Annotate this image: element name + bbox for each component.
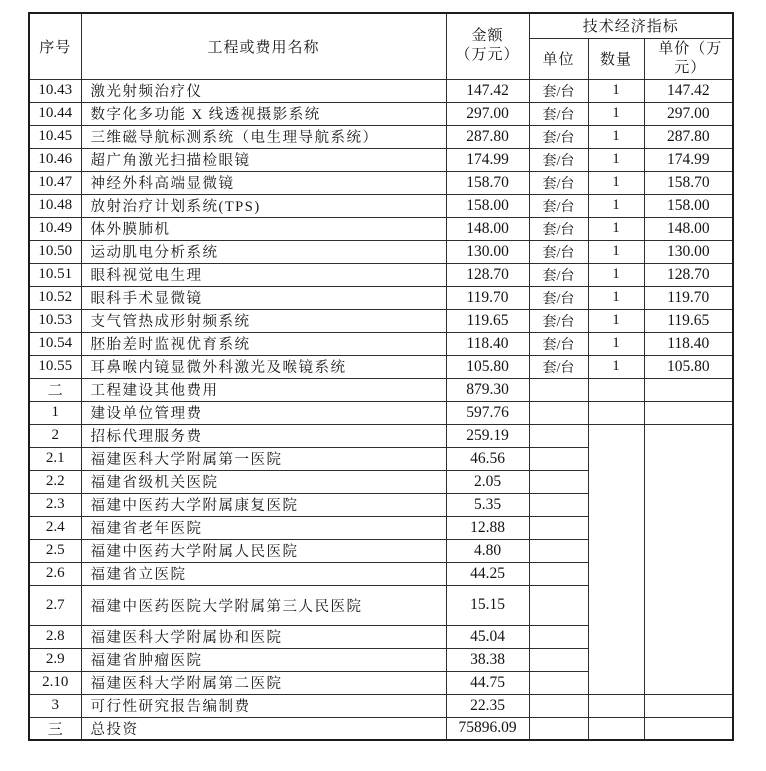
cell-amount: 147.42: [446, 79, 529, 102]
cell-serial-number: 10.52: [29, 286, 81, 309]
header-unit-price-line1: 单价（万: [658, 40, 723, 57]
cell-serial-number: 2.10: [29, 671, 81, 694]
cell-quantity-merged: [588, 424, 644, 694]
cell-serial-number: 二: [29, 378, 81, 401]
cell-unit: [529, 625, 588, 648]
cell-project-name: 福建省立医院: [81, 562, 446, 585]
cell-serial-number: 2.8: [29, 625, 81, 648]
cell-amount: 119.70: [446, 286, 529, 309]
cell-quantity: [588, 694, 644, 717]
cell-quantity: 1: [588, 286, 644, 309]
cell-project-name: 福建医科大学附属第二医院: [81, 671, 446, 694]
cell-unit: 套/台: [529, 309, 588, 332]
cell-project-name: 耳鼻喉内镜显微外科激光及喉镜系统: [81, 355, 446, 378]
cell-serial-number: 2.6: [29, 562, 81, 585]
cell-unit-price-merged: [644, 424, 733, 694]
cell-unit: [529, 493, 588, 516]
cell-unit: [529, 671, 588, 694]
cell-amount: 38.38: [446, 648, 529, 671]
cell-amount: 12.88: [446, 516, 529, 539]
cell-project-name: 体外膜肺机: [81, 217, 446, 240]
cell-unit: [529, 401, 588, 424]
cell-quantity: 1: [588, 171, 644, 194]
cell-project-name: 支气管热成形射频系统: [81, 309, 446, 332]
cell-quantity: [588, 717, 644, 740]
header-project-or-cost-name: 工程或费用名称: [81, 13, 446, 79]
cell-unit: 套/台: [529, 286, 588, 309]
cell-amount: 119.65: [446, 309, 529, 332]
cell-project-name: 福建中医药医院大学附属第三人民医院: [81, 585, 446, 625]
cell-unit: [529, 648, 588, 671]
cell-unit-price: 118.40: [644, 332, 733, 355]
cell-quantity: 1: [588, 102, 644, 125]
cell-amount: 44.75: [446, 671, 529, 694]
cell-unit: 套/台: [529, 148, 588, 171]
cell-amount: 118.40: [446, 332, 529, 355]
header-amount: [446, 13, 529, 79]
cell-unit: 套/台: [529, 194, 588, 217]
cell-quantity: 1: [588, 240, 644, 263]
cell-project-name: 福建医科大学附属第一医院: [81, 447, 446, 470]
cell-unit-price: 158.70: [644, 171, 733, 194]
table-row: [29, 79, 733, 102]
cell-unit: 套/台: [529, 263, 588, 286]
cell-serial-number: 2.7: [29, 585, 81, 625]
cell-amount: 259.19: [446, 424, 529, 447]
cell-unit: [529, 447, 588, 470]
header-quantity: 数量: [588, 38, 644, 79]
cell-serial-number: 10.43: [29, 79, 81, 102]
cell-unit-price: 158.00: [644, 194, 733, 217]
header-unit-price: [644, 38, 733, 79]
cell-project-name: 福建省老年医院: [81, 516, 446, 539]
cell-amount: 46.56: [446, 447, 529, 470]
cell-unit-price: 287.80: [644, 125, 733, 148]
cell-unit: [529, 539, 588, 562]
cell-unit: 套/台: [529, 125, 588, 148]
table-row: [29, 694, 733, 717]
cell-serial-number: 2.9: [29, 648, 81, 671]
table-row: [29, 217, 733, 240]
table-row: [29, 286, 733, 309]
cell-serial-number: 2.4: [29, 516, 81, 539]
cell-amount: 148.00: [446, 217, 529, 240]
cell-project-name: 运动肌电分析系统: [81, 240, 446, 263]
cell-serial-number: 10.55: [29, 355, 81, 378]
cell-serial-number: 2.1: [29, 447, 81, 470]
cell-project-name: 福建省肿瘤医院: [81, 648, 446, 671]
cell-amount: 174.99: [446, 148, 529, 171]
cell-quantity: 1: [588, 217, 644, 240]
table-row: [29, 194, 733, 217]
header-amount-line2: （万元）: [455, 47, 520, 64]
cell-amount: 45.04: [446, 625, 529, 648]
cell-serial-number: 10.44: [29, 102, 81, 125]
cell-amount: 75896.09: [446, 717, 529, 740]
cell-unit: 套/台: [529, 171, 588, 194]
cell-unit: 套/台: [529, 79, 588, 102]
cell-amount: 128.70: [446, 263, 529, 286]
cell-quantity: 1: [588, 309, 644, 332]
cell-quantity: 1: [588, 332, 644, 355]
table-row: [29, 401, 733, 424]
cell-quantity: 1: [588, 263, 644, 286]
cell-amount: 297.00: [446, 102, 529, 125]
cell-serial-number: 三: [29, 717, 81, 740]
cell-unit: [529, 424, 588, 447]
header-unit-price-line2: 元）: [674, 59, 707, 76]
cell-serial-number: 1: [29, 401, 81, 424]
cell-unit-price: [644, 378, 733, 401]
cell-unit-price: 148.00: [644, 217, 733, 240]
cell-unit: [529, 694, 588, 717]
cell-unit-price: 105.80: [644, 355, 733, 378]
cell-project-name: 放射治疗计划系统(TPS): [81, 194, 446, 217]
cell-project-name: 总投资: [81, 717, 446, 740]
cell-serial-number: 10.54: [29, 332, 81, 355]
cell-unit-price: 174.99: [644, 148, 733, 171]
cell-project-name: 福建医科大学附属协和医院: [81, 625, 446, 648]
table-row: [29, 171, 733, 194]
cell-unit: 套/台: [529, 332, 588, 355]
cell-unit-price: [644, 401, 733, 424]
cell-unit: [529, 516, 588, 539]
cell-unit: 套/台: [529, 102, 588, 125]
table-body: [29, 79, 733, 740]
header-unit: 单位: [529, 38, 588, 79]
cell-unit-price: 119.65: [644, 309, 733, 332]
table-row: [29, 148, 733, 171]
cell-unit-price: 130.00: [644, 240, 733, 263]
cell-project-name: 建设单位管理费: [81, 401, 446, 424]
cell-project-name: 三维磁导航标测系统（电生理导航系统）: [81, 125, 446, 148]
header-technical-economic-indicators: 技术经济指标: [529, 13, 733, 38]
table-row: [29, 332, 733, 355]
table-row: [29, 378, 733, 401]
table-row: [29, 424, 733, 447]
cell-serial-number: 10.48: [29, 194, 81, 217]
cell-unit: [529, 585, 588, 625]
cell-amount: 287.80: [446, 125, 529, 148]
cell-quantity: [588, 401, 644, 424]
cell-amount: 158.70: [446, 171, 529, 194]
cell-unit-price: 119.70: [644, 286, 733, 309]
table-header: [29, 13, 733, 79]
cell-unit: 套/台: [529, 217, 588, 240]
cell-project-name: 眼科视觉电生理: [81, 263, 446, 286]
cell-project-name: 招标代理服务费: [81, 424, 446, 447]
cell-quantity: [588, 378, 644, 401]
cell-serial-number: 2.5: [29, 539, 81, 562]
cell-quantity: 1: [588, 148, 644, 171]
table-row: [29, 240, 733, 263]
cell-unit: 套/台: [529, 355, 588, 378]
cell-unit-price: 128.70: [644, 263, 733, 286]
header-serial-number: 序号: [29, 13, 81, 79]
cell-serial-number: 2.3: [29, 493, 81, 516]
cell-amount: 22.35: [446, 694, 529, 717]
cell-serial-number: 2.2: [29, 470, 81, 493]
table-row: [29, 125, 733, 148]
cell-unit: [529, 717, 588, 740]
cell-project-name: 数字化多功能 X 线透视摄影系统: [81, 102, 446, 125]
cell-serial-number: 10.49: [29, 217, 81, 240]
cell-quantity: 1: [588, 355, 644, 378]
cost-summary-table: [28, 12, 734, 741]
cell-amount: 4.80: [446, 539, 529, 562]
cell-unit-price: 297.00: [644, 102, 733, 125]
cell-amount: 105.80: [446, 355, 529, 378]
cell-amount: 44.25: [446, 562, 529, 585]
cell-quantity: 1: [588, 79, 644, 102]
cell-project-name: 可行性研究报告编制费: [81, 694, 446, 717]
cell-amount: 2.05: [446, 470, 529, 493]
cell-amount: 158.00: [446, 194, 529, 217]
header-amount-line1: 金额: [471, 28, 504, 45]
cell-serial-number: 10.47: [29, 171, 81, 194]
cell-serial-number: 10.53: [29, 309, 81, 332]
table-row: [29, 355, 733, 378]
cell-project-name: 超广角激光扫描检眼镜: [81, 148, 446, 171]
cell-project-name: 福建中医药大学附属人民医院: [81, 539, 446, 562]
cell-unit: [529, 378, 588, 401]
cell-unit-price: 147.42: [644, 79, 733, 102]
cell-project-name: 工程建设其他费用: [81, 378, 446, 401]
cell-project-name: 福建中医药大学附属康复医院: [81, 493, 446, 516]
cell-project-name: 福建省级机关医院: [81, 470, 446, 493]
cell-serial-number: 10.50: [29, 240, 81, 263]
cell-quantity: 1: [588, 125, 644, 148]
cell-unit: [529, 470, 588, 493]
cell-amount: 597.76: [446, 401, 529, 424]
cell-project-name: 胚胎差时监视优育系统: [81, 332, 446, 355]
cell-serial-number: 3: [29, 694, 81, 717]
cell-serial-number: 10.46: [29, 148, 81, 171]
cell-project-name: 激光射频治疗仪: [81, 79, 446, 102]
table-row: [29, 102, 733, 125]
cell-unit: [529, 562, 588, 585]
cell-unit-price: [644, 717, 733, 740]
cell-amount: 130.00: [446, 240, 529, 263]
table-row: [29, 309, 733, 332]
cell-amount: 879.30: [446, 378, 529, 401]
cell-serial-number: 10.51: [29, 263, 81, 286]
cell-serial-number: 2: [29, 424, 81, 447]
cell-quantity: 1: [588, 194, 644, 217]
cell-project-name: 眼科手术显微镜: [81, 286, 446, 309]
cell-serial-number: 10.45: [29, 125, 81, 148]
cell-project-name: 神经外科高端显微镜: [81, 171, 446, 194]
cell-unit: 套/台: [529, 240, 588, 263]
cell-amount: 15.15: [446, 585, 529, 625]
cell-amount: 5.35: [446, 493, 529, 516]
table-row: [29, 717, 733, 740]
table-row: [29, 263, 733, 286]
cell-unit-price: [644, 694, 733, 717]
